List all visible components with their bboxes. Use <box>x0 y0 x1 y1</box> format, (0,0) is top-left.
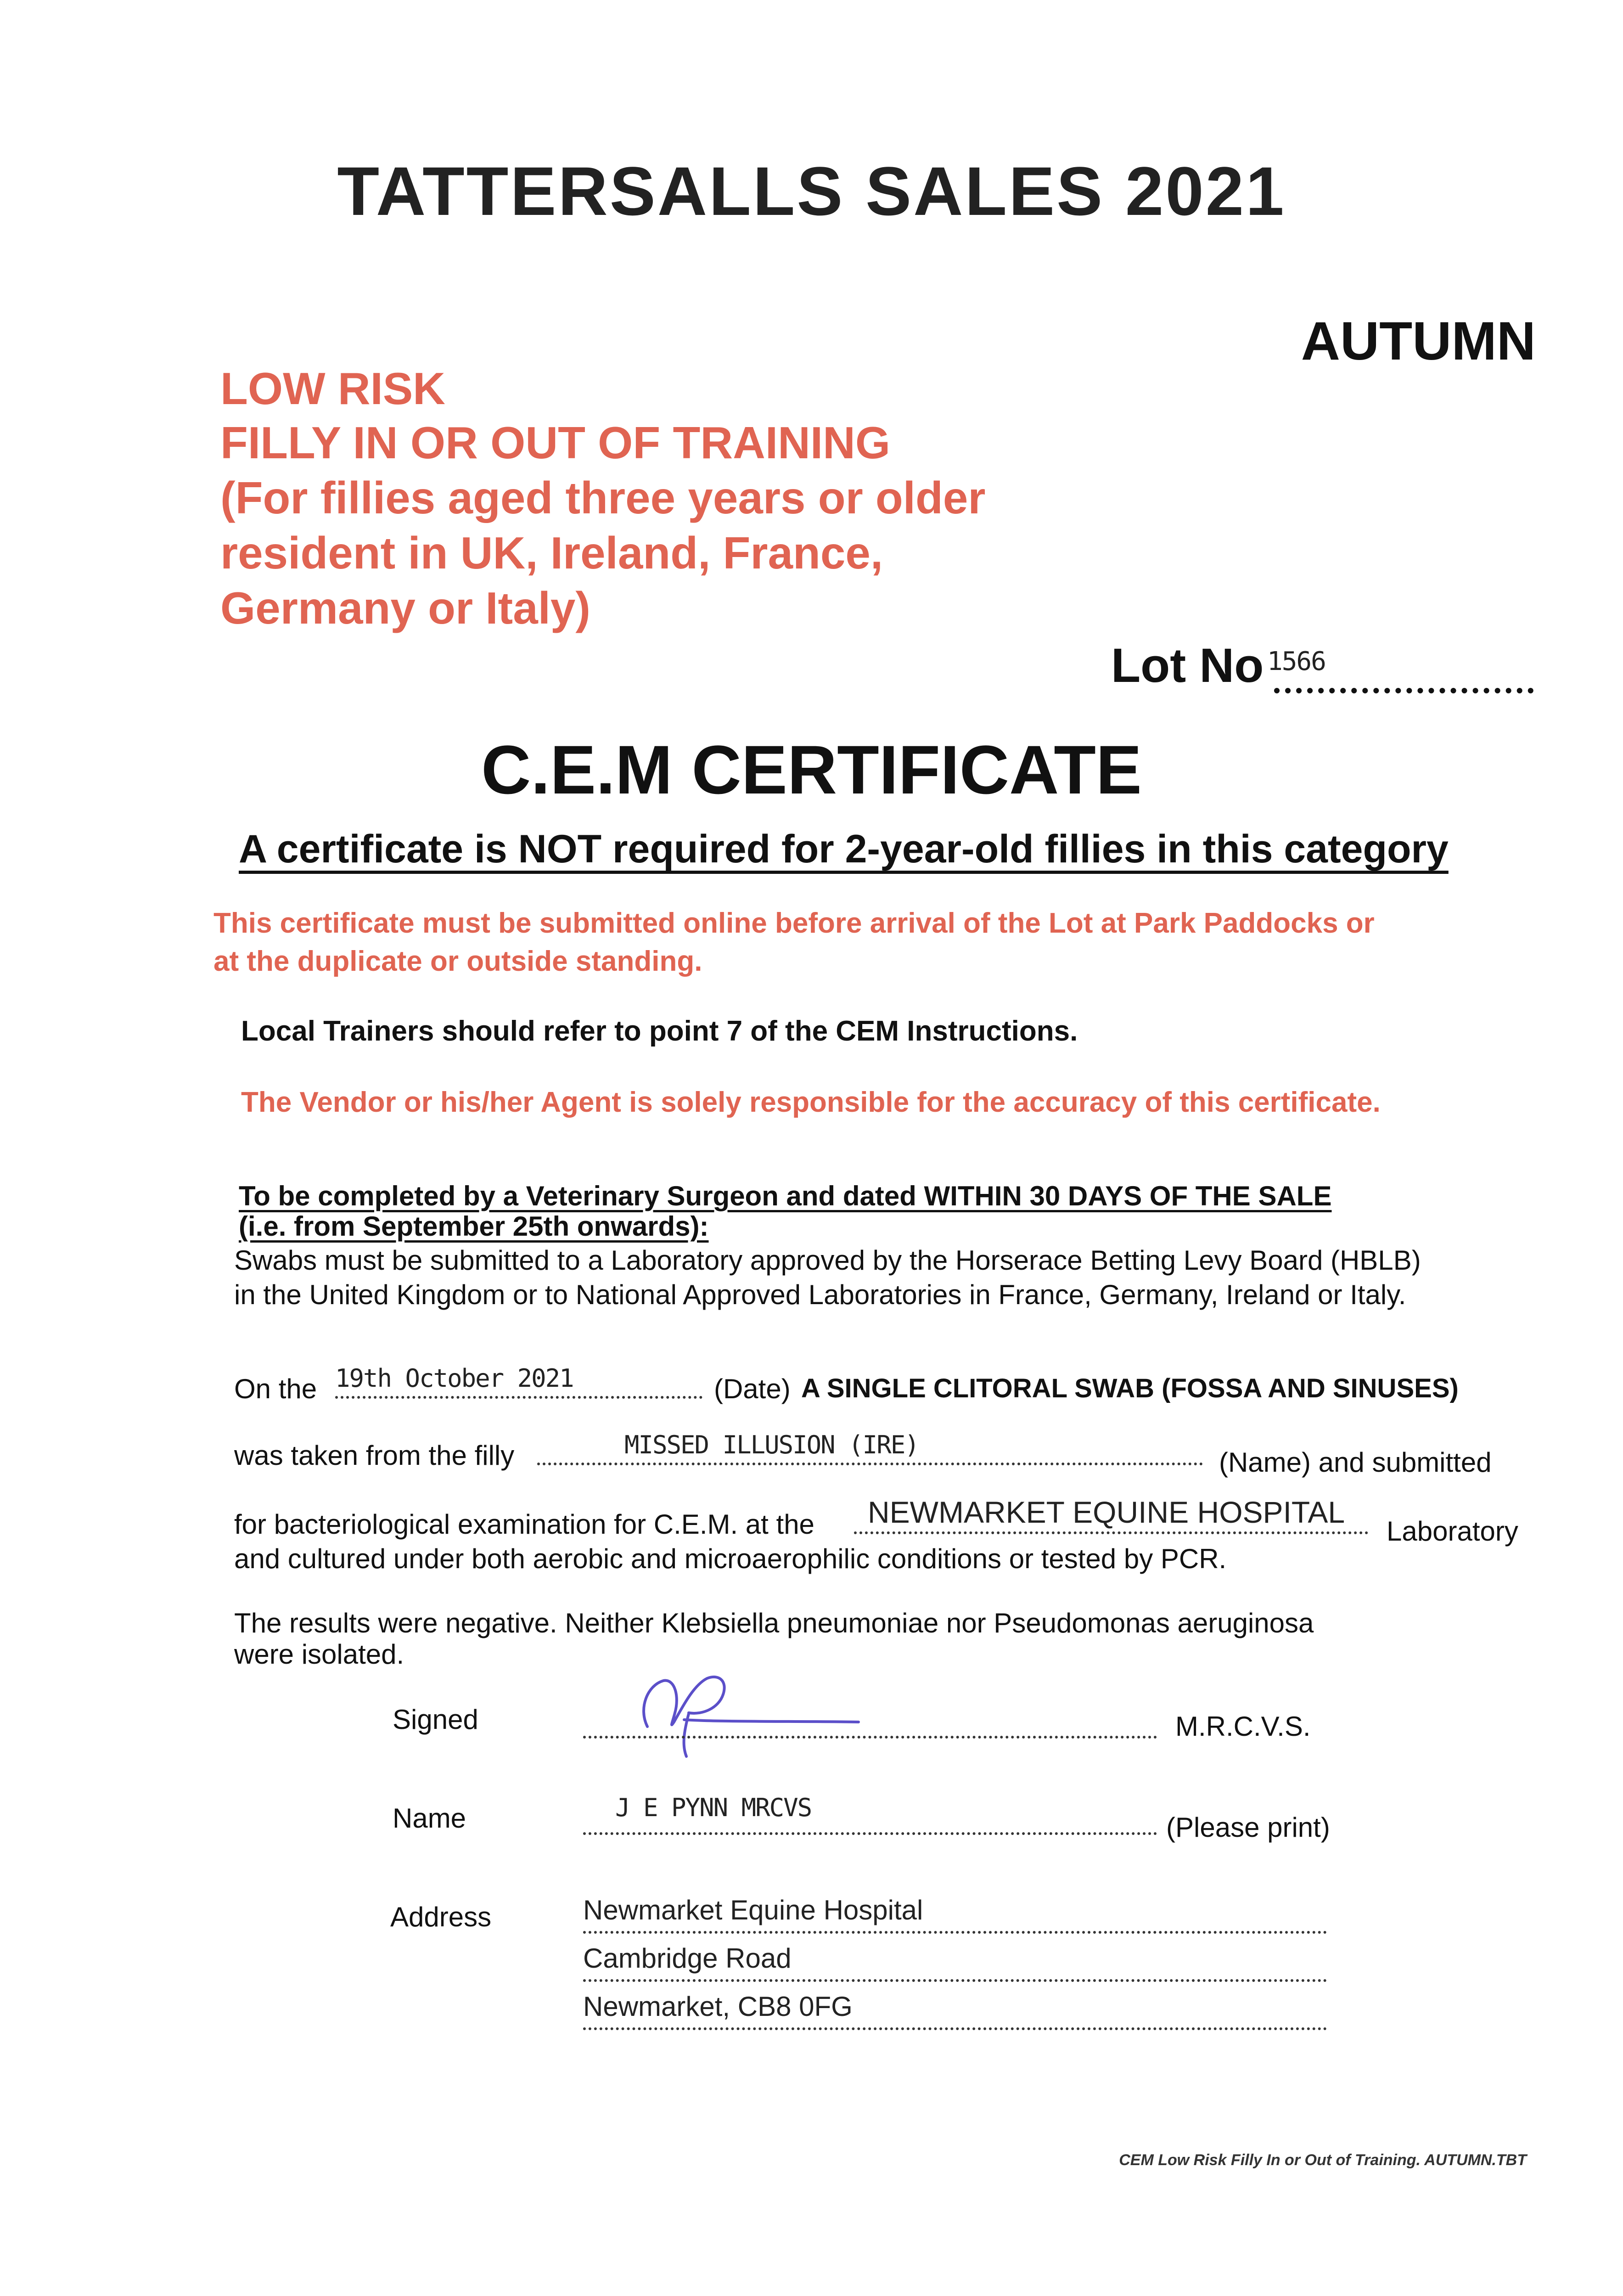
local-trainers-note: Local Trainers should refer to point 7 of the CEM Instructions. <box>241 1015 1078 1047</box>
submission-notice: at the duplicate or outside standing. <box>213 945 702 977</box>
address-dotted-line <box>583 2027 1327 2030</box>
please-print-note: (Please print) <box>1166 1812 1330 1843</box>
sale-season: AUTUMN <box>1301 311 1536 371</box>
laboratory-dotted-line <box>854 1531 1368 1534</box>
laboratory-suffix: Laboratory <box>1387 1516 1518 1547</box>
vet-name-field[interactable]: J E PYNN MRCVS <box>615 1793 812 1822</box>
address-dotted-line <box>583 1979 1327 1982</box>
lot-number-field[interactable]: 1566 <box>1267 647 1325 676</box>
lot-dotted-line <box>1274 684 1533 693</box>
page-title: TATTERSALLS SALES 2021 <box>337 152 1286 230</box>
category-description: Germany or Italy) <box>220 583 591 633</box>
address-line-2[interactable]: Cambridge Road <box>583 1943 792 1974</box>
mrcvs-suffix: M.R.C.V.S. <box>1175 1711 1311 1742</box>
date-dotted-line <box>335 1396 702 1399</box>
vendor-responsibility: The Vendor or his/her Agent is solely responsible for the accuracy of this certificate. <box>241 1086 1381 1118</box>
signature-image <box>620 1653 877 1763</box>
address-label: Address <box>390 1902 492 1932</box>
on-the-label: On the <box>234 1373 317 1404</box>
address-line-3[interactable]: Newmarket, CB8 0FG <box>583 1991 853 2022</box>
swab-instruction: Swabs must be submitted to a Laboratory approved by the Horserace Betting Levy Board (HBLB) <box>234 1245 1421 1276</box>
category-risk: LOW RISK <box>220 363 445 414</box>
certificate-title: C.E.M CERTIFICATE <box>481 731 1142 808</box>
category-type: FILLY IN OR OUT OF TRAINING <box>220 417 891 468</box>
category-description: (For fillies aged three years or older <box>220 473 986 523</box>
swab-instruction: in the United Kingdom or to National Approved Laboratories in France, Germany, Ireland or Italy. <box>234 1279 1406 1310</box>
not-required-notice: A certificate is NOT required for 2-year-old fillies in this category <box>239 827 1449 871</box>
date-suffix: (Date) <box>714 1373 791 1404</box>
filly-name-field[interactable]: MISSED ILLUSION (IRE) <box>624 1430 919 1459</box>
submission-notice: This certificate must be submitted online before arrival of the Lot at Park Paddocks or <box>213 907 1375 939</box>
name-label: Name <box>393 1803 466 1834</box>
completion-instruction: To be completed by a Veterinary Surgeon and dated WITHIN 30 DAYS OF THE SALE <box>239 1181 1332 1211</box>
address-line-1[interactable]: Newmarket Equine Hospital <box>583 1895 923 1925</box>
signature-dotted-line <box>583 1736 1157 1739</box>
results-statement: were isolated. <box>234 1639 404 1670</box>
form-reference: CEM Low Risk Filly In or Out of Training. AUTUMN.TBT <box>1119 2151 1527 2169</box>
swab-description: A SINGLE CLITORAL SWAB (FOSSA AND SINUSES) <box>801 1373 1459 1403</box>
laboratory-name-field[interactable]: NEWMARKET EQUINE HOSPITAL <box>868 1495 1345 1529</box>
category-description: resident in UK, Ireland, France, <box>220 528 883 578</box>
examination-label: for bacteriological examination for C.E.M. at the <box>234 1509 814 1540</box>
vet-name-dotted-line <box>583 1832 1157 1835</box>
name-suffix: (Name) and submitted <box>1219 1447 1492 1478</box>
swab-date-field[interactable]: 19th October 2021 <box>335 1364 573 1393</box>
taken-from-label: was taken from the filly <box>234 1440 515 1471</box>
completion-instruction: (i.e. from September 25th onwards): <box>239 1211 709 1242</box>
results-statement: The results were negative. Neither Klebsiella pneumoniae nor Pseudomonas aeruginosa <box>234 1608 1314 1638</box>
lot-label: Lot No <box>1111 639 1264 692</box>
culture-conditions: and cultured under both aerobic and microaerophilic conditions or tested by PCR. <box>234 1543 1227 1574</box>
signed-label: Signed <box>393 1704 478 1735</box>
address-dotted-line <box>583 1931 1327 1934</box>
filly-dotted-line <box>537 1463 1203 1465</box>
